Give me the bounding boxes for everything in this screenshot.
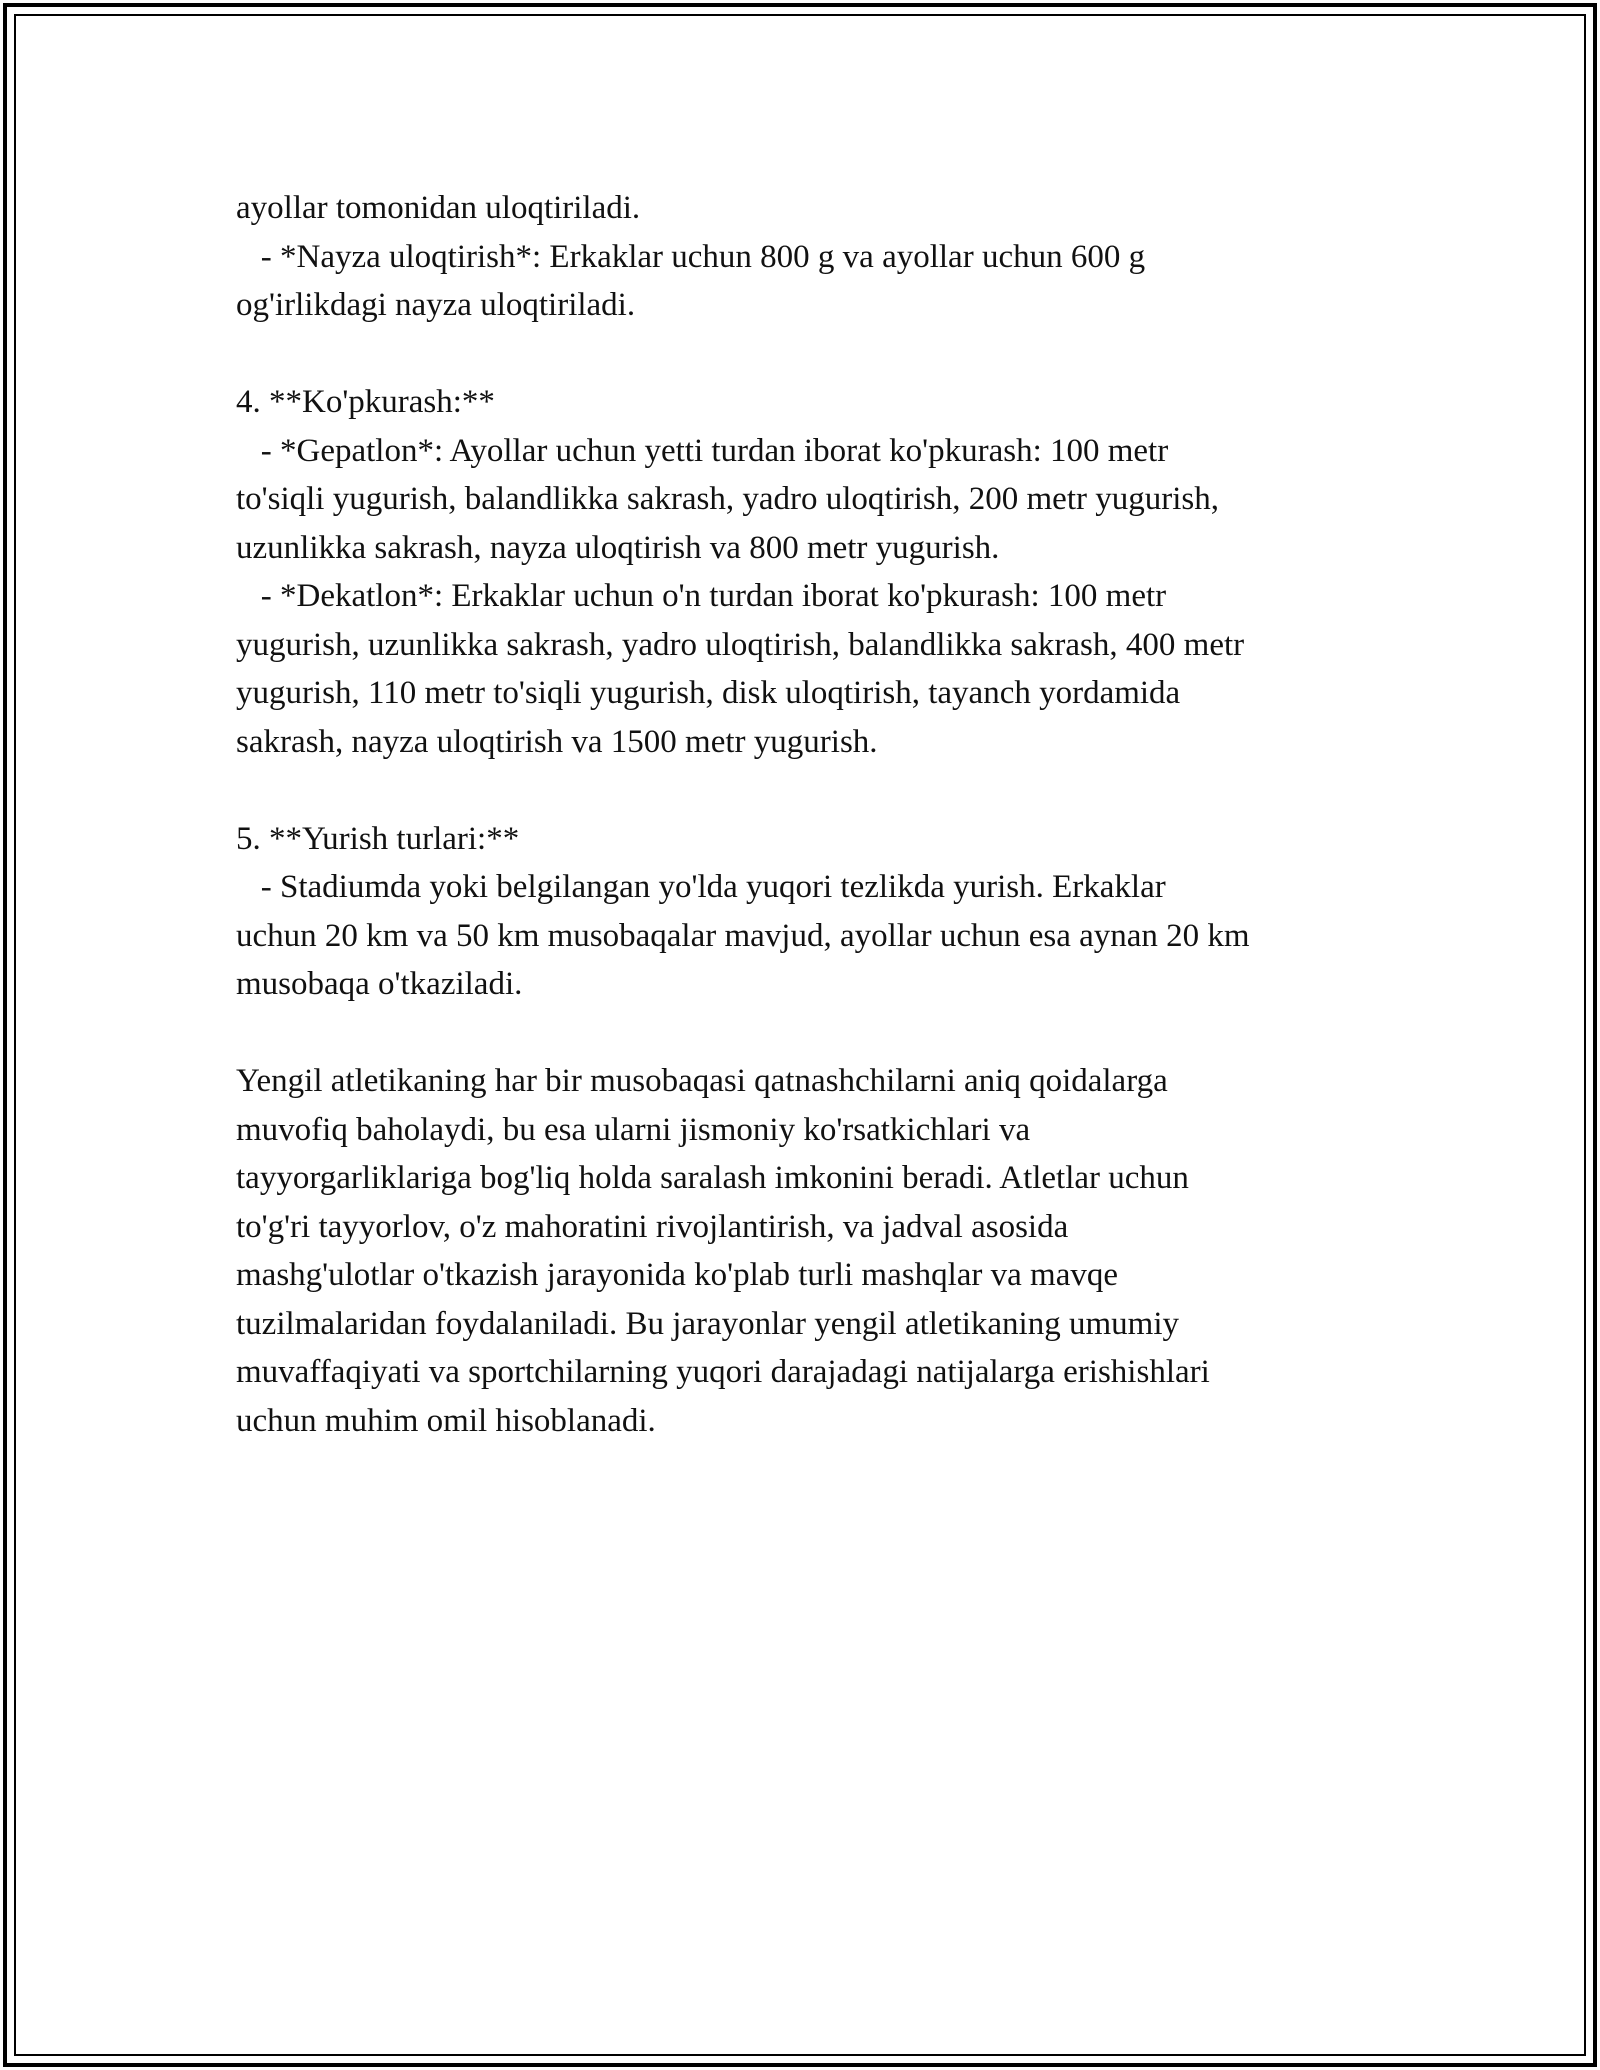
section-race-walking bbox=[236, 815, 1386, 1009]
text-line: uchun 20 km va 50 km musobaqalar mavjud, ayollar uchun esa aynan 20 km bbox=[236, 917, 1250, 954]
text-line: muvofiq baholaydi, bu esa ularni jismoniy ko'rsatkichlari va bbox=[236, 1111, 1031, 1148]
text-line: - *Nayza uloqtirish*: Erkaklar uchun 800 g va ayollar uchun 600 g bbox=[236, 238, 1146, 275]
text-line: uchun muhim omil hisoblanadi. bbox=[236, 1402, 656, 1439]
text-line: muvaffaqiyati va sportchilarning yuqori darajadagi natijalarga erishishlari bbox=[236, 1354, 1210, 1390]
paragraph-conclusion bbox=[236, 1057, 1386, 1445]
text-line: musobaqa o'tkaziladi. bbox=[236, 966, 523, 1002]
document-body bbox=[236, 184, 1386, 1445]
text-line: yugurish, 110 metr to'siqli yugurish, disk uloqtirish, tayanch yordamida bbox=[236, 675, 1181, 711]
text-line: uzunlikka sakrash, nayza uloqtirish va 800 metr yugurish. bbox=[236, 529, 1000, 566]
text-line: og'irlikdagi nayza uloqtiriladi. bbox=[236, 287, 636, 323]
text-line: ayollar tomonidan uloqtiriladi. bbox=[236, 190, 641, 226]
text-line: mashg'ulotlar o'tkazish jarayonida ko'plab turli mashqlar va mavqe bbox=[236, 1257, 1119, 1293]
text-line: Yengil atletikaning har bir musobaqasi qatnashchilarni aniq qoidalarga bbox=[236, 1063, 1168, 1099]
text-line: sakrash, nayza uloqtirish va 1500 metr yugurish. bbox=[236, 723, 878, 760]
text-line: tuzilmalaridan foydalaniladi. Bu jarayonlar yengil atletikaning umumiy bbox=[236, 1305, 1179, 1342]
paragraph-gap bbox=[236, 766, 1386, 815]
text-line: to'g'ri tayyorlov, o'z mahoratini rivojlantirish, va jadval asosida bbox=[236, 1208, 1069, 1245]
section-heading: 5. **Yurish turlari:** bbox=[236, 820, 520, 857]
text-line: tayyorgarliklariga bog'liq holda saralash imkonini beradi. Atletlar uchun bbox=[236, 1160, 1189, 1196]
text-line: - Stadiumda yoki belgilangan yo'lda yuqori tezlikda yurish. Erkaklar bbox=[236, 869, 1166, 905]
paragraph-gap bbox=[236, 330, 1386, 379]
text-line: - *Gepatlon*: Ayollar uchun yetti turdan iborat ko'pkurash: 100 metr bbox=[236, 432, 1169, 469]
paragraph-throwing-end bbox=[236, 184, 1386, 330]
text-line: - *Dekatlon*: Erkaklar uchun o'n turdan iborat ko'pkurash: 100 metr bbox=[236, 578, 1167, 614]
section-combined-events bbox=[236, 378, 1386, 766]
paragraph-gap bbox=[236, 1009, 1386, 1058]
text-line: yugurish, uzunlikka sakrash, yadro uloqtirish, balandlikka sakrash, 400 metr bbox=[236, 626, 1245, 663]
text-line: to'siqli yugurish, balandlikka sakrash, yadro uloqtirish, 200 metr yugurish, bbox=[236, 481, 1219, 517]
section-heading: 4. **Ko'pkurash:** bbox=[236, 384, 495, 420]
